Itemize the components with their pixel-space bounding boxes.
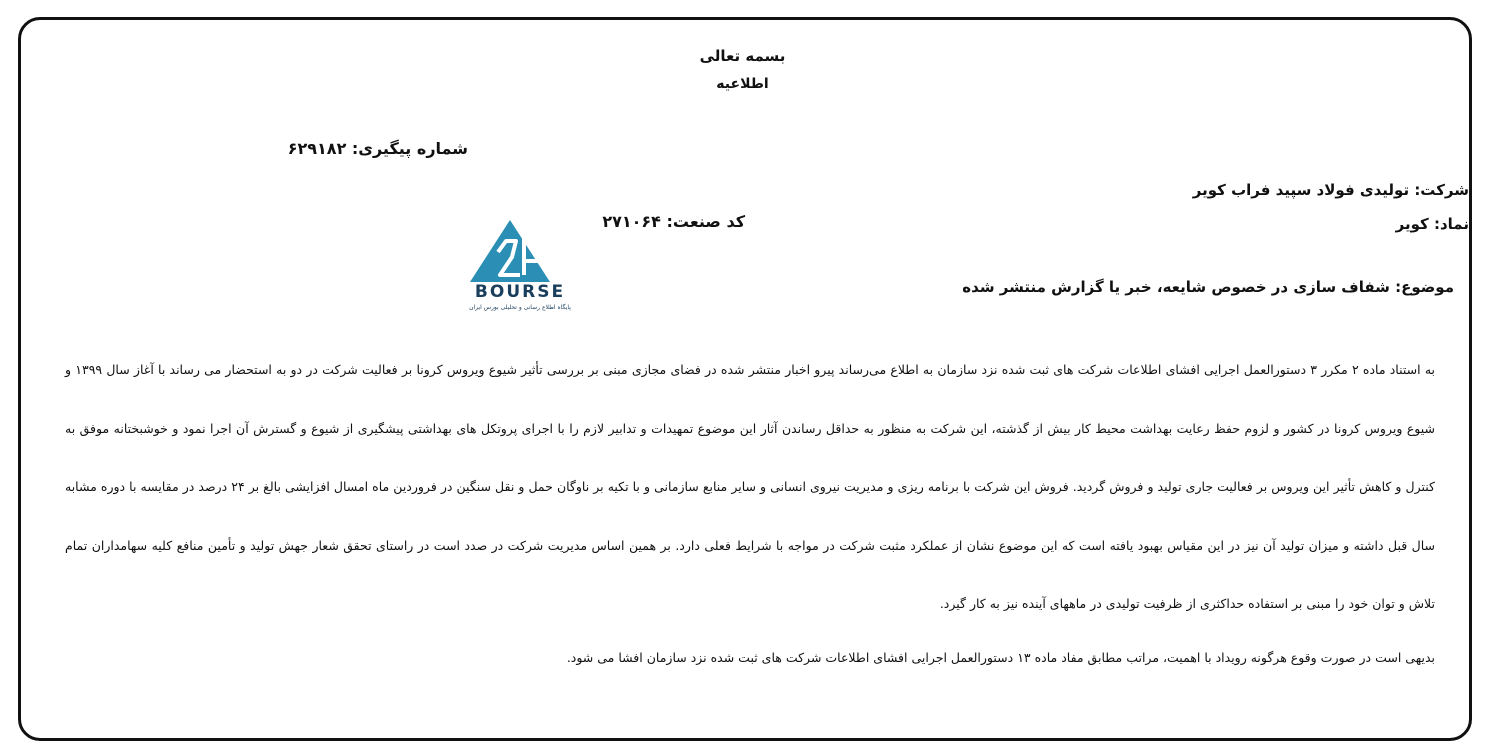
bismillah-heading: بسمه تعالی [699, 47, 786, 65]
announcement-title: اطلاعیه [716, 76, 769, 92]
company-label: شرکت: [1414, 181, 1469, 199]
subject-value: شفاف سازی در خصوص شایعه، خبر یا گزارش منتشر شده [962, 278, 1390, 296]
company-name: تولیدی فولاد سپید فراب کویر [1192, 181, 1410, 199]
logo-tagline: پایگاه اطلاع رسانی و تحلیلی بورس ایران [469, 304, 571, 311]
bourse-logo [462, 205, 580, 315]
symbol-line [1396, 215, 1469, 233]
company-line [1193, 181, 1469, 199]
body-paragraph-1: به استناد ماده ۲ مکرر ۳ دستورالعمل اجرایی افشای اطلاعات شرکت های ثبت شده نزد سازمان به اطلاع می‌رساند پیرو اخبار منتشر شده در فضای مجازی مبنی بر بررسی تأثیر شیوع ویروس کرونا بر فعالیت شرکت در دو به استحضار می رساند با آغاز سال ۱۳۹۹ و شیوع ویروس کرونا در کشور و لزوم حفظ رعایت بهداشت محیط کار بیش از گذشته، این شرکت به منظور به حداقل رساندن آثار این موضوع تمهیدات و تدابیر لازم را با اجرای پروتکل های بهداشتی پیشگیری از شیوع و گسترش آن اجرا نمود و خوشبختانه موفق به کنترل و کاهش تأثیر این ویروس بر فعالیت جاری تولید و فروش گردید. فروش این شرکت با برنامه ریزی و مدیریت نیروی انسانی و سایر منابع سازمانی و با تکیه بر ناوگان حمل و نقل سنگین در فروردین ماه امسال افزایشی بالغ بر ۲۴ درصد در مقایسه با دوره مشابه سال قبل داشته و میزان تولید آن نیز در این مقیاس بهبود یافته است که این موضوع نشان از عملکرد مثبت شرکت در مواجه با شرایط فعلی دارد. بر همین اساس مدیریت شرکت در صدد است در راستای تحقق شعار جهش تولید و تأمین منافع کلیه سهامداران تمام تلاش و توان خود را مبنی بر استفاده حداکثری از ظرفیت تولیدی در ماههای آینده نیز به کار گیرد. [65, 362, 1436, 611]
body-paragraph-2: بدیهی است در صورت وقوع هرگونه رویداد با اهمیت، مراتب مطابق مفاد ماده ۱۳ دستورالعمل اجرایی افشای اطلاعات شرکت های ثبت شده نزد سازمان افشا می شود. [566, 650, 1435, 665]
logo-brand-text: BOURSE [474, 282, 566, 302]
subject-label: موضوع: [1395, 278, 1454, 296]
industry-code-line [602, 212, 745, 231]
subject-line [962, 278, 1454, 296]
tracking-value: ۶۲۹۱۸۲ [287, 139, 347, 158]
bourse-triangle-icon [470, 220, 550, 282]
tracking-label: شماره پیگیری: [351, 139, 468, 158]
tracking-number [288, 139, 468, 158]
symbol-label: نماد: [1433, 215, 1469, 233]
symbol-value: کویر [1395, 215, 1429, 233]
industry-code-label: کد صنعت: [666, 212, 745, 231]
industry-code-value: ۲۷۱۰۶۴ [602, 212, 661, 231]
